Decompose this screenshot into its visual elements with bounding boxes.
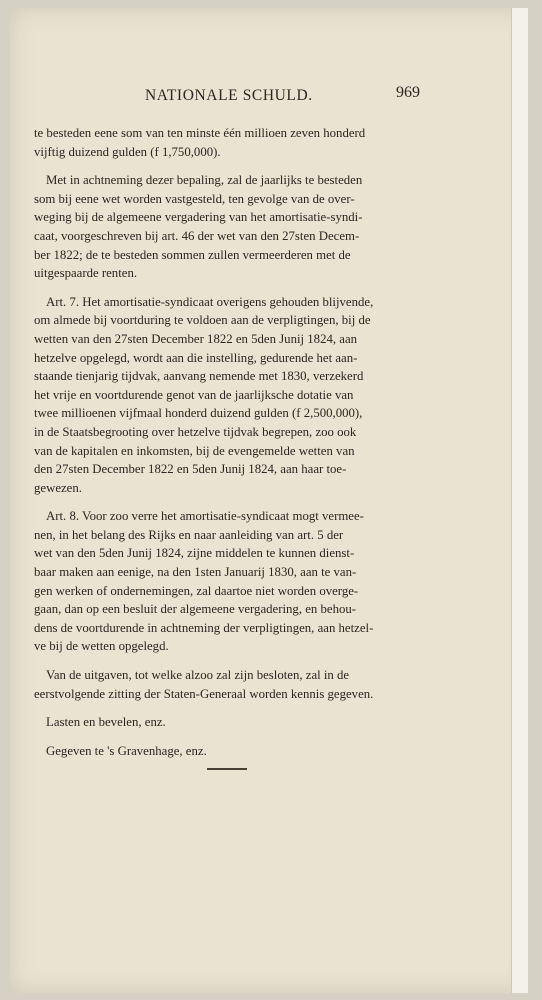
text-line: Art. 8. Voor zoo verre het amortisatie-syndicaat mogt vermee-	[46, 509, 364, 524]
text-line: in de Staatsbegrooting over hetzelve tijdvak begrepen, zoo ook	[34, 424, 357, 439]
text-line: het vrije en voortdurende genot van de jaarlijksche dotatie van	[34, 387, 354, 402]
text-line: gaan, dan op een besluit der algemeene vergadering, en behou-	[34, 602, 357, 617]
page-body	[34, 124, 421, 760]
text-line: den 27sten December 1822 en 5den Junij 1824, aan haar toe-	[34, 462, 347, 477]
text-line: Art. 7. Het amortisatie-syndicaat overigens gehouden blijvende,	[46, 294, 374, 309]
text-line: som bij eene wet worden vastgesteld, ten gevolge van de over-	[34, 191, 355, 206]
closing-rule	[207, 768, 247, 770]
page-number: 969	[396, 84, 420, 101]
text-line: gen werken of ondernemingen, zal daartoe niet worden overge-	[34, 583, 359, 598]
text-line: ber 1822; de te besteden sommen zullen vermeerderen met de	[34, 247, 351, 262]
text-line: Van de uitgaven, tot welke alzoo zal zijn besloten, zal in de	[46, 668, 350, 683]
text-line: wet van den 5den Junij 1824, zijne middelen te kunnen dienst-	[34, 546, 355, 561]
text-line: ve bij de wetten opgelegd.	[34, 639, 169, 654]
text-line: baar maken aan eenige, na den 1sten Januarij 1830, aan te van-	[34, 565, 357, 580]
text-line: Lasten en bevelen, enz.	[46, 715, 166, 730]
text-line: om almede bij voortduring te voldoen aan de verpligtingen, bij de	[34, 313, 371, 328]
text-line: van de kapitalen en inkomsten, bij de evengemelde wetten van	[34, 443, 355, 458]
text-line: Gegeven te 's Gravenhage, enz.	[46, 743, 207, 758]
text-line: dens de voortdurende in achtneming der verpligtingen, aan hetzel-	[34, 620, 374, 635]
running-header: NATIONALE SCHULD.	[145, 87, 313, 104]
text-line: weging bij de algemeene vergadering van het amortisatie-syndi-	[34, 210, 363, 225]
text-line: gewezen.	[34, 480, 82, 495]
text-line: staande tienjarig tijdvak, aanvang nemende met 1830, verzekerd	[34, 369, 364, 384]
text-line: wetten van den 27sten December 1822 en 5den Junij 1824, aan	[34, 331, 358, 346]
text-line: vijftig duizend gulden (f 1,750,000).	[34, 144, 221, 159]
text-line: eerstvolgende zitting der Staten-Generaal worden kennis gegeven.	[34, 686, 374, 701]
text-line: te besteden eene som van ten minste één millioen zeven honderd	[34, 126, 366, 140]
text-line: nen, in het belang des Rijks en naar aanleiding van art. 5 der	[34, 527, 344, 542]
text-line: uitgespaarde renten.	[34, 266, 138, 281]
text-line: hetzelve opgelegd, wordt aan die instelling, gedurende het aan-	[34, 350, 358, 365]
text-line: Met in achtneming dezer bepaling, zal de jaarlijks te besteden	[46, 173, 363, 188]
text-line: twee millioenen vijfmaal honderd duizend gulden (f 2,500,000),	[34, 406, 363, 421]
text-line: caat, voorgeschreven bij art. 46 der wet van den 27sten Decem-	[34, 228, 360, 243]
page-edge	[511, 8, 528, 993]
